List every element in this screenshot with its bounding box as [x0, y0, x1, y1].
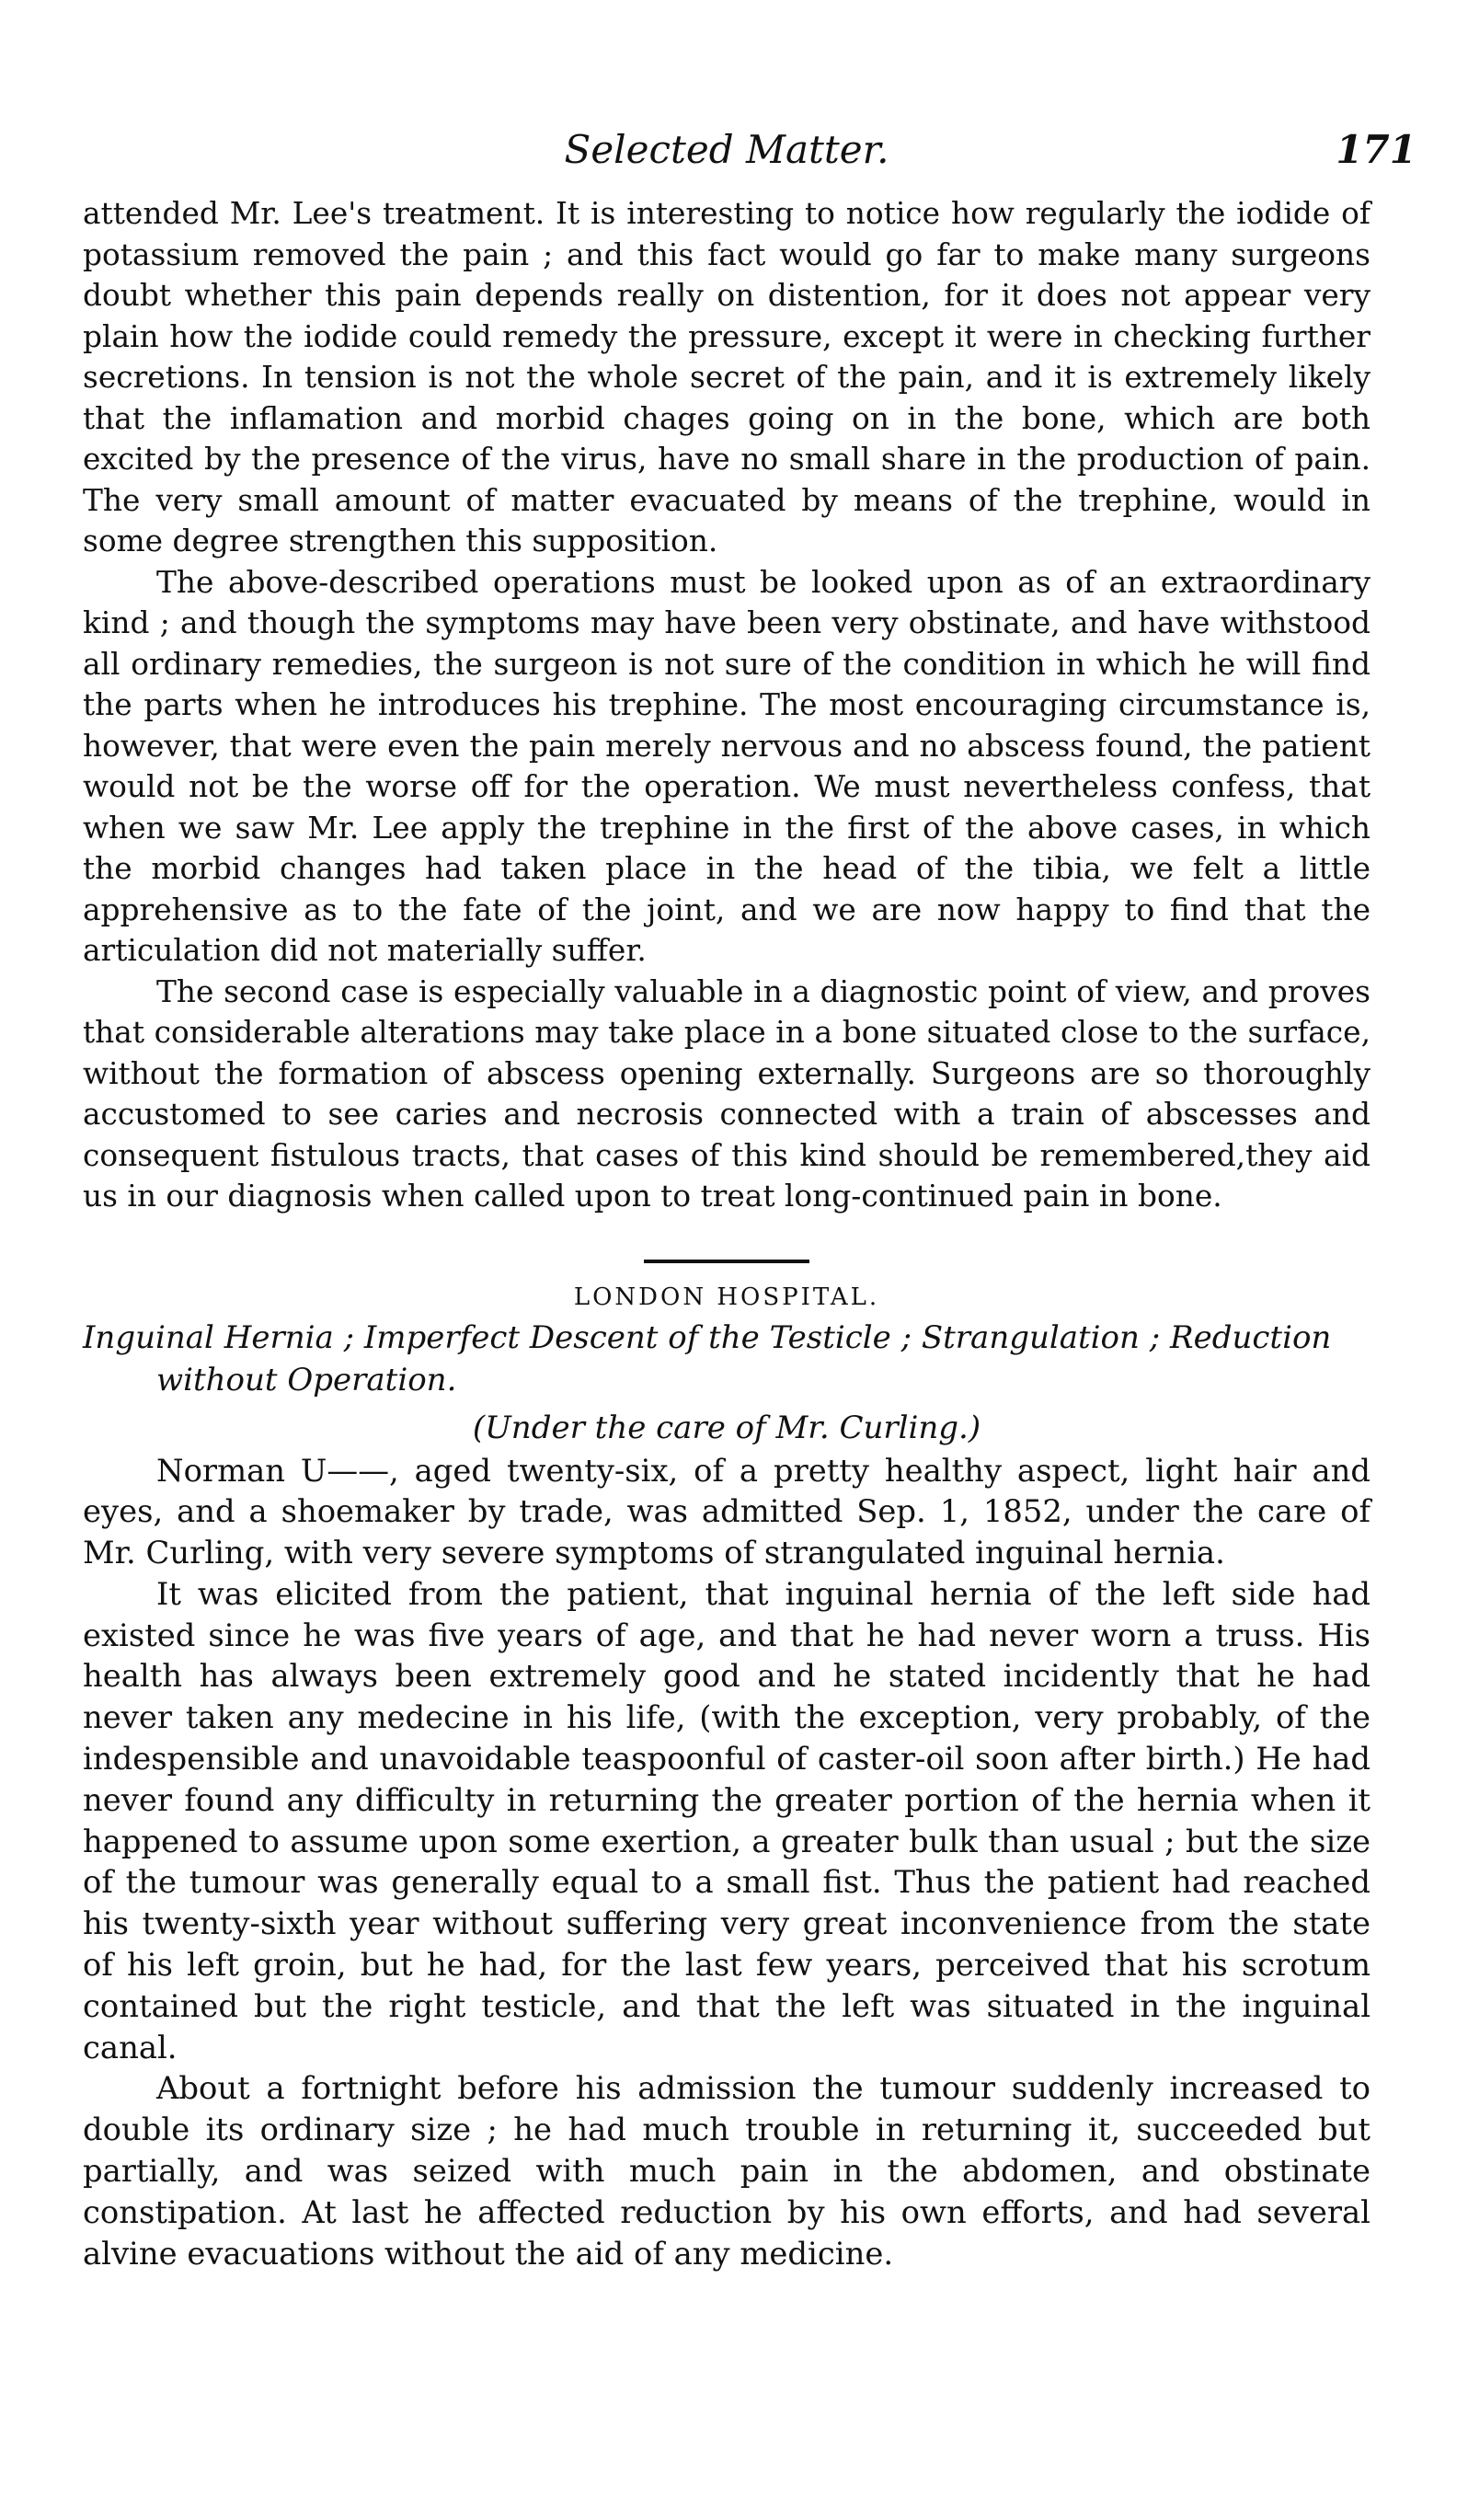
paragraph: The above-described operations must be looked upon as of an extraordinary kind ; and though the symptoms may have been very obstinate, and have withstood all ordinary remedies, the surgeon is not sure of the condition in which he will find the parts when he introduces his trephine. The most encouraging circumstance is, however, that were even the pain merely nervous and no abscess found, the patient would not be the worse off for the operation. We must nevertheless confess, that when we saw Mr. Lee apply the trephine in the first of the above cases, in which the morbid changes had taken place in the head of the tibia, we felt a little apprehensive as to the fate of the joint, and we are now happy to find that the articulation did not materially suffer. [83, 564, 1371, 968]
paragraph: It was elicited from the patient, that inguinal hernia of the left side had existed since he was five years of age, and that he had never worn a truss. His health has always been extremely good and he stated incidently that he had never taken any medecine in his life, (with the exception, very probably, of the indespensible and unavoidable teaspoonful of caster-oil soon after birth.) He had never found any difficulty in returning the greater portion of the hernia when it happened to assume upon some exertion, a greater bulk than usual ; but the size of the tumour was generally equal to a small fist. Thus the patient had reached his twenty-sixth year without suffering very great inconvenience from the state of his left groin, but he had, for the last few years, perceived that his scrotum contained but the right testicle, and that the left was situated in the inguinal canal. [83, 1575, 1371, 2065]
hospital-heading: LONDON HOSPITAL. [573, 1283, 880, 1311]
under-care-note: (Under the care of Mr. Curling.) [472, 1409, 981, 1446]
paragraph: The second case is especially valuable in a diagnostic point of view, and proves that considerable alterations may take place in a bone situated close to the surface, without the formation of abscess opening externally. Surgeons are so thoroughly accustomed to see caries and necrosis connected with a train of abscesses and consequent fistulous tracts, that cases of this kind should be remembered,they aid us in our diagnosis when called upon to treat long-continued pain in bone. [83, 973, 1371, 1214]
paragraph: attended Mr. Lee's treatment. It is interesting to notice how regularly the iodide of potassium removed the pain ; and this fact would go far to make many surgeons doubt whether this pain depends really on distention, for it does not appear very plain how the iodide could remedy the pressure, except it were in checking further secretions. In tension is not the whole secret of the pain, and it is extremely likely that the inflamation and morbid chages going on in the bone, which are both excited by the presence of the virus, have no small share in the production of pain. The very small amount of matter evacuated by means of the trephine, would in some degree strengthen this supposition. [83, 196, 1371, 558]
document-page [83, 110, 1416, 2274]
case-report [83, 1283, 1371, 2275]
paragraph: Norman U——, aged twenty-six, of a pretty healthy aspect, light hair and eyes, and a shoemaker by trade, was admitted Sep. 1, 1852, under the care of Mr. Curling, with very severe symptoms of strangulated inguinal hernia. [83, 1452, 1371, 1571]
previous-article-conclusion [83, 193, 1371, 1217]
page-header [83, 110, 1416, 193]
page-number: 171 [1336, 127, 1416, 172]
case-title-continuation: without Operation. [156, 1361, 457, 1398]
case-title: Inguinal Hernia ; Imperfect Descent of the Testicle ; Strangulation ; Reduction [83, 1318, 1332, 1356]
section-divider [644, 1260, 809, 1263]
running-head: Selected Matter. [564, 127, 889, 172]
paragraph: About a fortnight before his admission the tumour suddenly increased to double its ordinary size ; he had much trouble in returning it, succeeded but partially, and was seized with much pain in the abdomen, and obstinate constipation. At last he affected reduction by his own efforts, and had several alvine evacuations without the aid of any medicine. [83, 2070, 1371, 2272]
